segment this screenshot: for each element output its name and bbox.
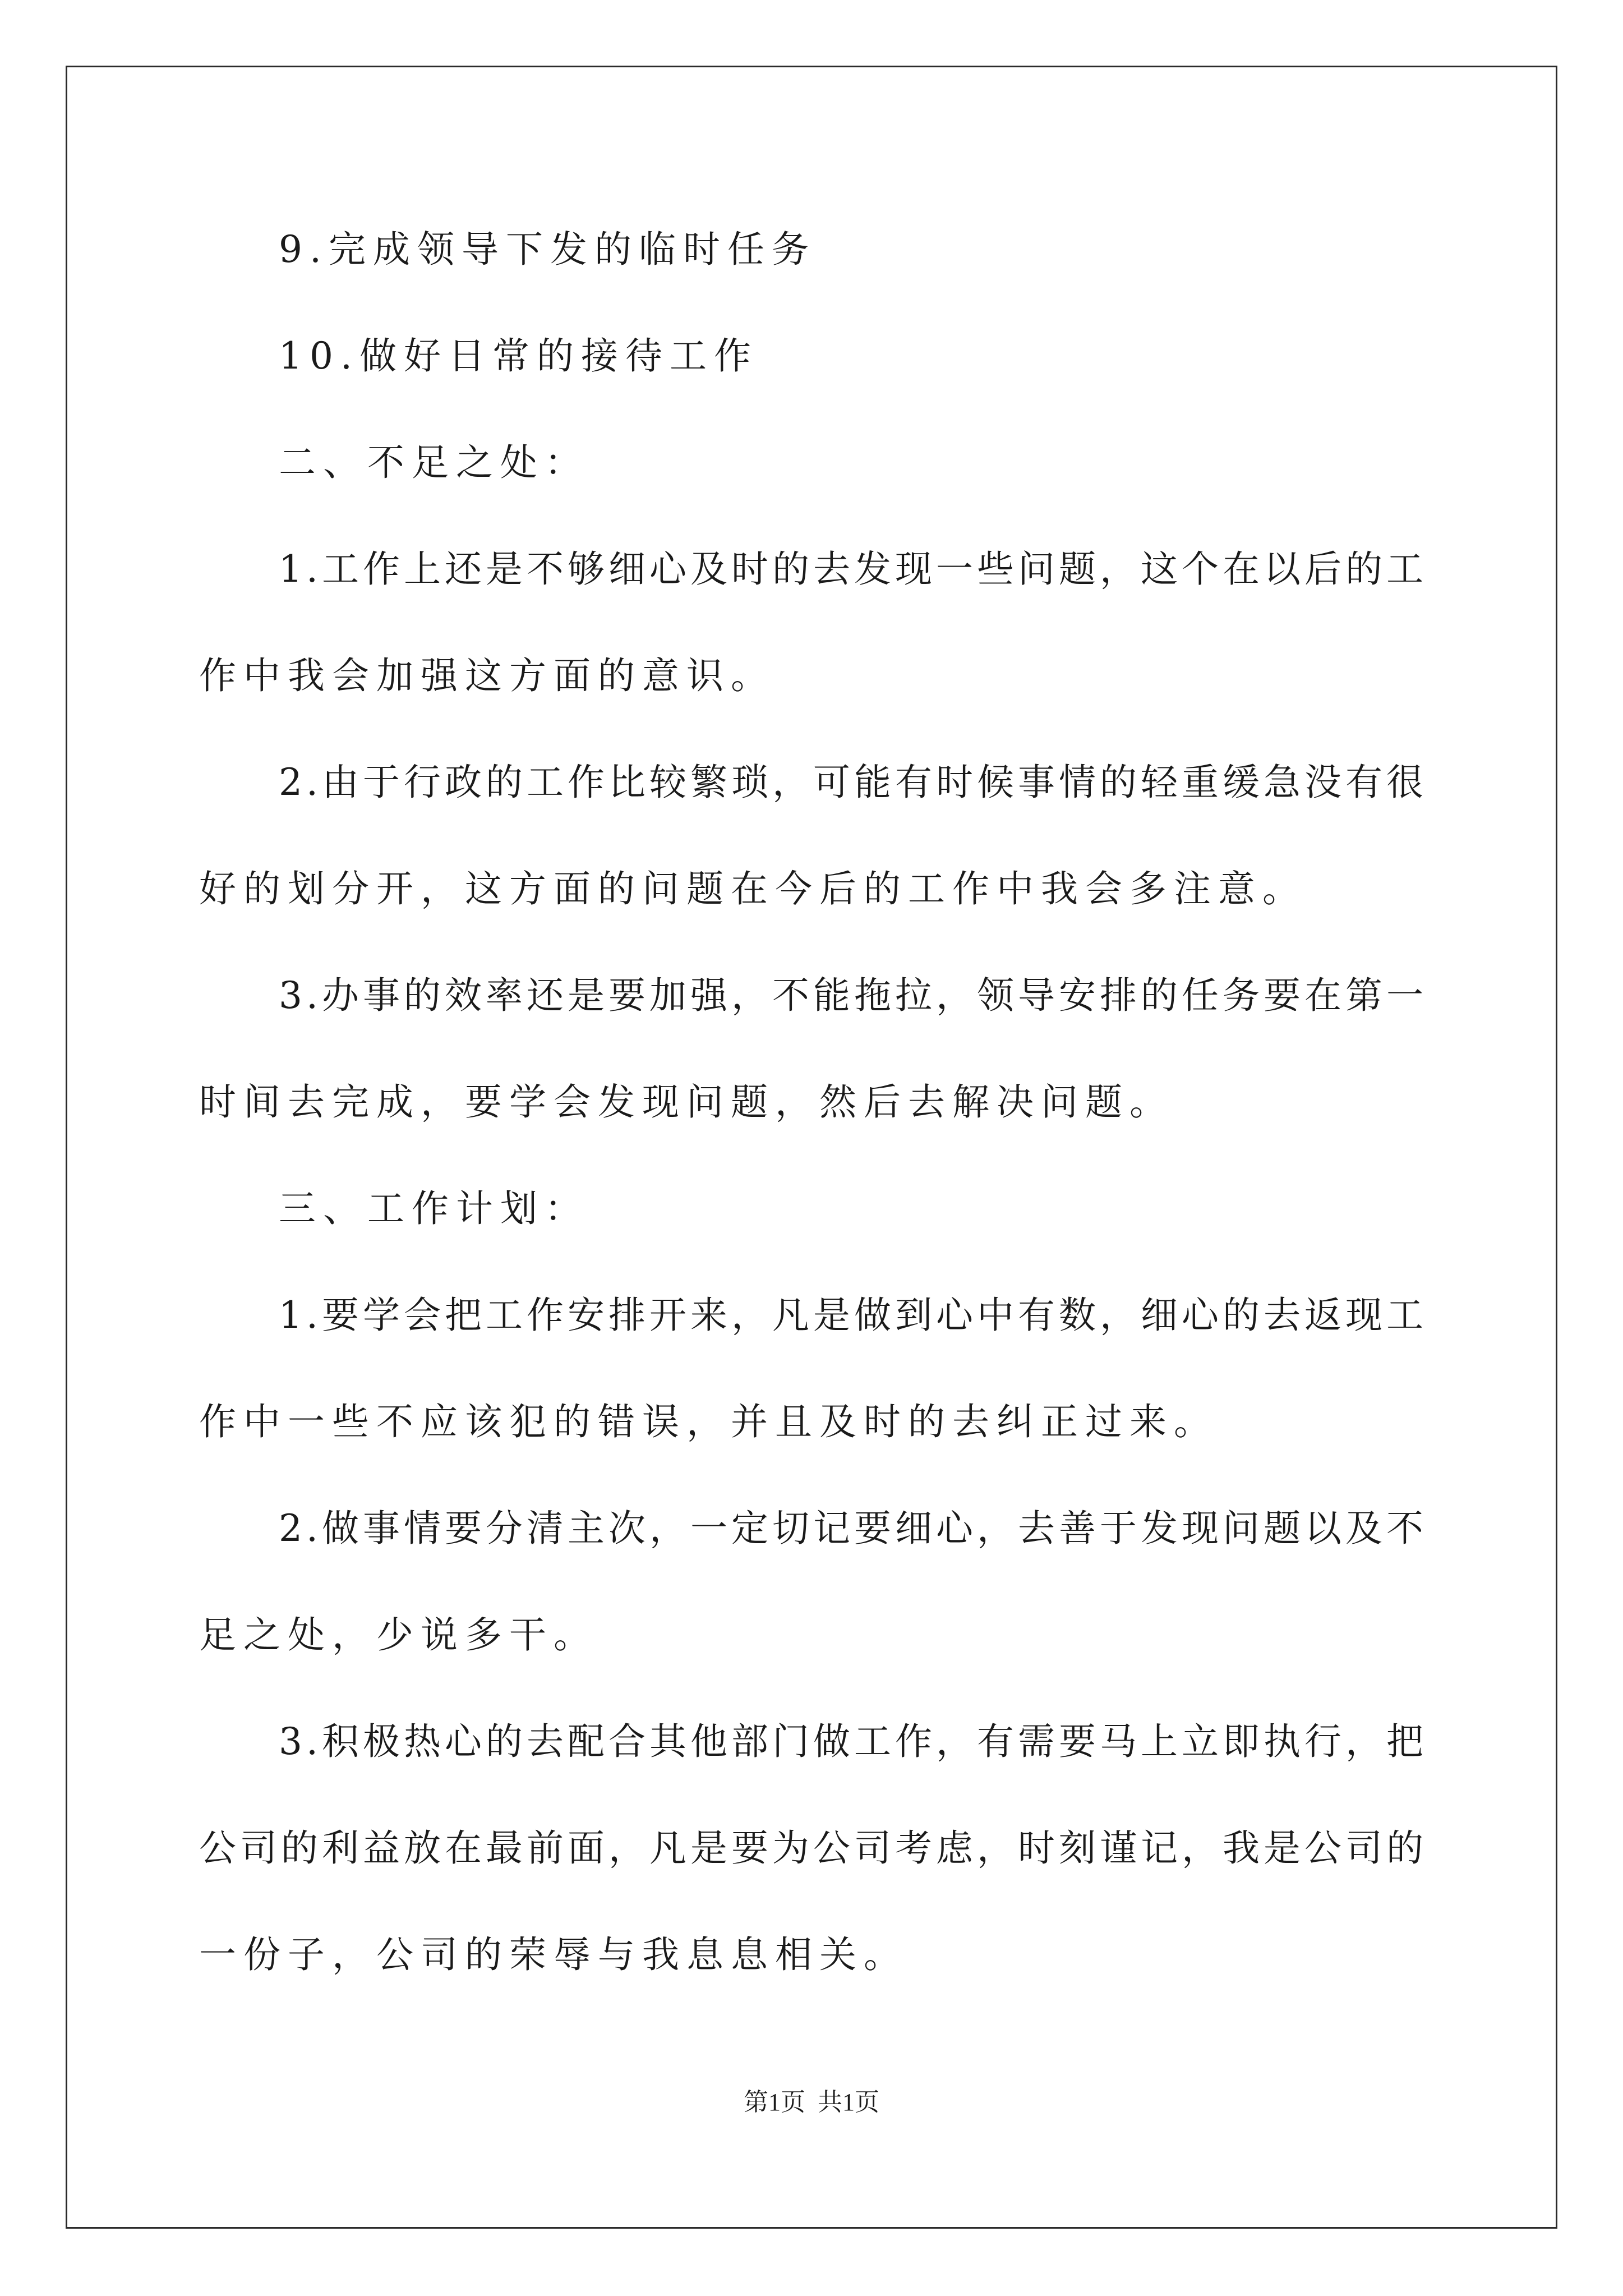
body-line: 2.做事情要分清主次，一定切记要细心，去善于发现问题以及不: [279, 1507, 1427, 1550]
body-line: 1.要学会把工作安排开来，凡是做到心中有数，细心的去返现工: [279, 1294, 1427, 1337]
body-line: 作中我会加强这方面的意识。: [199, 654, 775, 697]
body-line: 1.工作上还是不够细心及时的去发现一些问题，这个在以后的工: [279, 547, 1427, 591]
body-line: 3.办事的效率还是要加强，不能拖拉，领导安排的任务要在第一: [279, 974, 1427, 1017]
body-line: 足之处，少说多干。: [199, 1613, 598, 1657]
page-footer: 第1页 共1页: [744, 2088, 879, 2116]
body-line: 一份子，公司的荣辱与我息息相关。: [199, 1933, 908, 1976]
body-line: 时间去完成，要学会发现问题，然后去解决问题。: [199, 1080, 1174, 1124]
section-heading: 二、不足之处：: [279, 441, 589, 484]
body-line: 2.由于行政的工作比较繁琐，可能有时候事情的轻重缓急没有很: [279, 761, 1427, 804]
body-line: 9.完成领导下发的临时任务: [279, 228, 816, 271]
section-heading: 三、工作计划：: [279, 1187, 589, 1230]
body-line: 3.积极热心的去配合其他部门做工作，有需要马上立即执行，把: [279, 1720, 1427, 1763]
page-border: [66, 66, 1557, 2229]
body-line: 好的划分开，这方面的问题在今后的工作中我会多注意。: [199, 867, 1307, 910]
body-line: 公司的利益放在最前面，凡是要为公司考虑，时刻谨记，我是公司的: [199, 1826, 1427, 1870]
body-line: 10.做好日常的接待工作: [279, 334, 758, 378]
body-line: 作中一些不应该犯的错误，并且及时的去纠正过来。: [199, 1400, 1218, 1443]
